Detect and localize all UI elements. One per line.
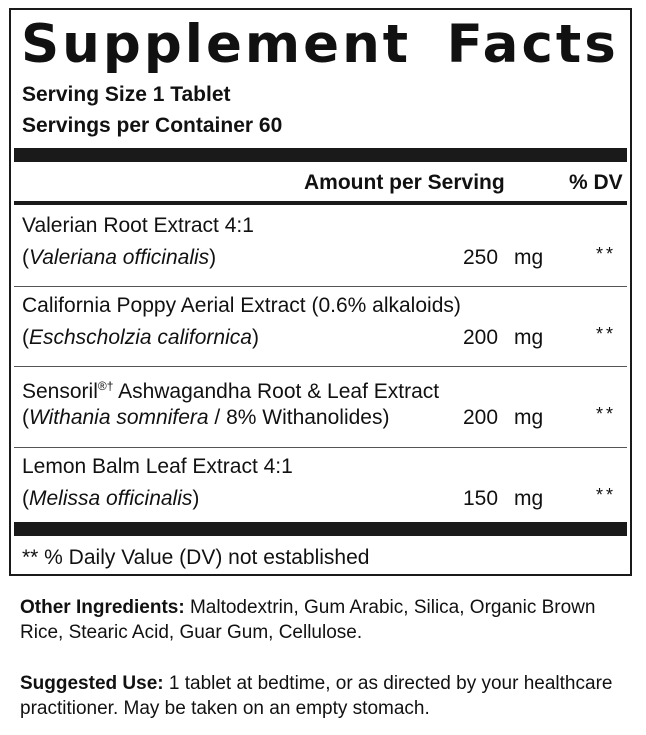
- servings-per-container: Servings per Container 60: [22, 114, 283, 137]
- ingredient-dv: **: [596, 324, 617, 344]
- ingredient-name: Valerian Root Extract 4:1: [22, 214, 254, 237]
- ingredient-species-line: (Melissa officinalis): [22, 487, 200, 510]
- ingredient-amount: 200: [463, 326, 499, 349]
- thick-divider-bottom: [14, 522, 627, 536]
- header-amount-per-serving: Amount per Serving: [304, 171, 505, 194]
- ingredient-amount: 200: [463, 406, 499, 429]
- ingredient-amount: 250: [463, 246, 499, 269]
- ingredient-name-suffix: Ashwagandha Root & Leaf Extract: [113, 380, 440, 403]
- other-ingredients: [20, 595, 620, 645]
- serving-size: Serving Size 1 Tablet: [22, 83, 231, 106]
- ingredient-species-line: (Eschscholzia californica): [22, 326, 259, 349]
- ingredient-name-prefix: Sensoril: [22, 380, 98, 403]
- suggested-use-text: 1 tablet at bedtime, or as directed by your healthcare practitioner. May be taken on an empty stomach.: [20, 673, 613, 719]
- trademark-mark: ®†: [97, 379, 114, 393]
- header-daily-value: % DV: [569, 171, 623, 194]
- ingredient-row: [14, 365, 627, 445]
- ingredient-species: Valeriana officinalis: [29, 246, 210, 269]
- suggested-use: [20, 671, 620, 721]
- ingredient-amount: 150: [463, 487, 499, 510]
- ingredient-species-line: (Valeriana officinalis): [22, 246, 217, 269]
- ingredient-row: [14, 205, 627, 285]
- dv-footnote: ** % Daily Value (DV) not established: [22, 546, 370, 569]
- ingredient-species: Withania somnifera: [29, 406, 209, 429]
- ingredient-name: [22, 373, 439, 405]
- thick-divider-top: [14, 148, 627, 162]
- ingredient-unit: mg: [514, 487, 544, 510]
- ingredient-unit: mg: [514, 406, 544, 429]
- ingredient-name: Lemon Balm Leaf Extract 4:1: [22, 455, 293, 478]
- suggested-use-label: Suggested Use:: [20, 673, 164, 694]
- supplement-facts-panel: [9, 8, 632, 576]
- panel-title: Supplement Facts: [21, 14, 619, 75]
- ingredient-row: [14, 285, 627, 365]
- ingredient-unit: mg: [514, 326, 544, 349]
- ingredient-dv: **: [596, 244, 617, 264]
- ingredient-name: California Poppy Aerial Extract (0.6% alkaloids): [22, 294, 461, 317]
- ingredient-dv: **: [596, 404, 617, 424]
- ingredient-row: [14, 446, 627, 526]
- other-ingredients-label: Other Ingredients:: [20, 597, 185, 618]
- other-ingredients-text: Maltodextrin, Gum Arabic, Silica, Organic Brown Rice, Stearic Acid, Guar Gum, Cellulose.: [20, 597, 596, 643]
- ingredient-species: Melissa officinalis: [29, 487, 193, 510]
- ingredient-unit: mg: [514, 246, 544, 269]
- ingredient-dv: **: [596, 485, 617, 505]
- ingredient-species-line: (Withania somnifera / 8% Withanolides): [22, 406, 390, 429]
- ingredient-standardization: / 8% Withanolides: [208, 406, 383, 429]
- ingredient-species: Eschscholzia californica: [29, 326, 252, 349]
